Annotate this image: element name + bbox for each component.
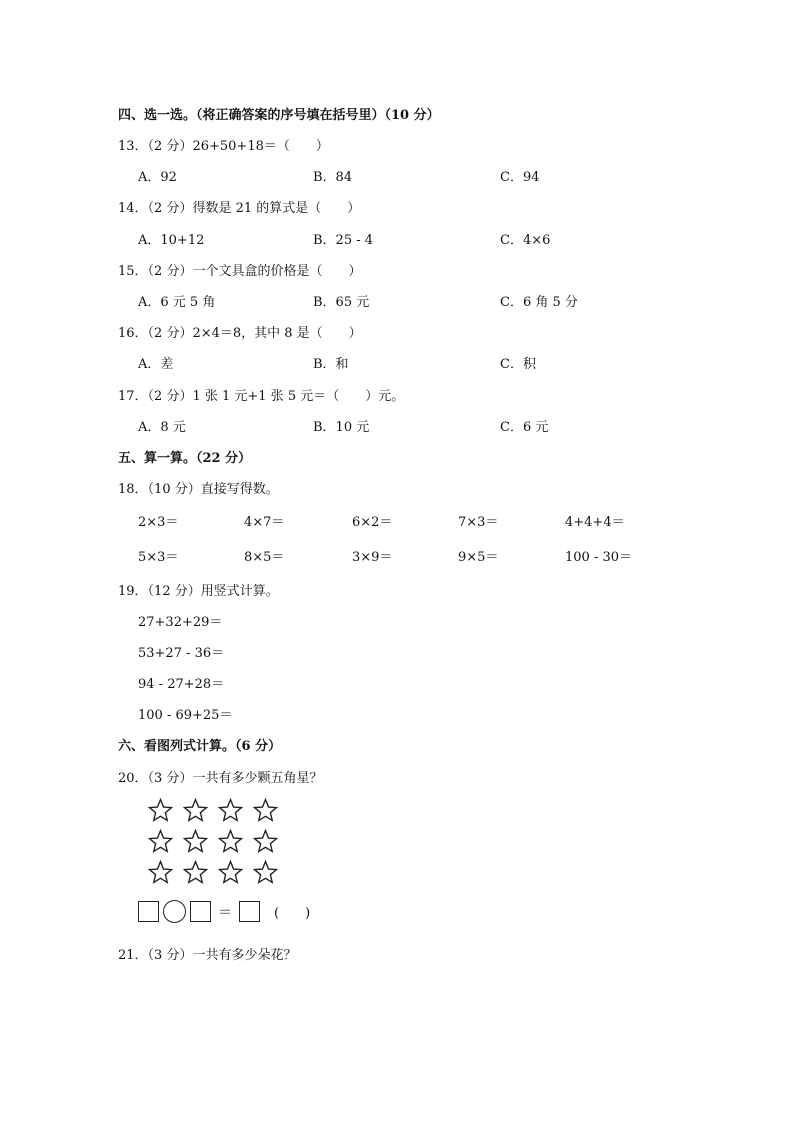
calc-item: 2×3＝ bbox=[138, 515, 179, 530]
calc-item: 100 - 30＝ bbox=[565, 550, 633, 565]
star-row bbox=[148, 860, 278, 885]
star-row bbox=[148, 798, 278, 823]
star-icon bbox=[253, 798, 278, 823]
question-14-stem: 14．（2 分）得数是 21 的算式是（ ） bbox=[118, 201, 361, 216]
vertical-calc-item: 53+27 - 36＝ bbox=[138, 646, 225, 661]
answer-box[interactable] bbox=[138, 901, 159, 922]
section-6-title: 六、看图列式计算。（6 分） bbox=[118, 739, 282, 754]
question-15-option-b: B．65 元 bbox=[313, 295, 370, 310]
star-icon bbox=[183, 829, 208, 854]
star-icon bbox=[183, 860, 208, 885]
star-icon bbox=[148, 860, 173, 885]
question-17-stem: 17．（2 分）1 张 1 元+1 张 5 元＝（ ）元。 bbox=[118, 389, 405, 404]
calc-item: 7×3＝ bbox=[458, 515, 499, 530]
question-15-stem: 15．（2 分）一个文具盒的价格是（ ） bbox=[118, 264, 362, 279]
vertical-calc-item: 27+32+29＝ bbox=[138, 615, 223, 630]
star-icon bbox=[218, 860, 243, 885]
star-icon bbox=[148, 829, 173, 854]
star-icon bbox=[218, 829, 243, 854]
question-16-option-b: B．和 bbox=[313, 357, 349, 372]
star-icon bbox=[148, 798, 173, 823]
question-15-option-c: C．6 角 5 分 bbox=[500, 295, 578, 310]
question-13-option-b: B．84 bbox=[313, 170, 353, 185]
question-17-option-b: B．10 元 bbox=[313, 420, 370, 435]
equals-sign: ＝ bbox=[218, 904, 232, 921]
question-14-option-a: A．10+12 bbox=[138, 233, 205, 248]
question-14-option-b: B．25 - 4 bbox=[313, 233, 374, 248]
question-13-option-c: C．94 bbox=[500, 170, 540, 185]
calc-item: 4+4+4＝ bbox=[565, 515, 625, 530]
calc-item: 5×3＝ bbox=[138, 550, 179, 565]
calc-item: 6×2＝ bbox=[352, 515, 393, 530]
result-box[interactable] bbox=[239, 901, 260, 922]
question-18-stem: 18．（10 分）直接写得数。 bbox=[118, 482, 279, 497]
question-15-option-a: A．6 元 5 角 bbox=[138, 295, 216, 310]
section-4-title: 四、选一选。（将正确答案的序号填在括号里）（10 分） bbox=[118, 108, 440, 123]
calc-item: 3×9＝ bbox=[352, 550, 393, 565]
question-17-option-c: C．6 元 bbox=[500, 420, 549, 435]
question-17-option-a: A．8 元 bbox=[138, 420, 186, 435]
question-14-option-c: C．4×6 bbox=[500, 233, 551, 248]
vertical-calc-item: 94 - 27+28＝ bbox=[138, 677, 225, 692]
question-20-stem: 20．（3 分）一共有多少颗五角星？ bbox=[118, 771, 323, 786]
question-13-stem: 13．（2 分）26+50+18＝（ ） bbox=[118, 139, 329, 154]
star-icon bbox=[253, 829, 278, 854]
question-21-stem: 21．（3 分）一共有多少朵花？ bbox=[118, 948, 297, 963]
answer-box[interactable] bbox=[190, 901, 211, 922]
question-16-option-c: C．积 bbox=[500, 357, 536, 372]
question-16-stem: 16．（2 分）2×4＝8，其中 8 是（ ） bbox=[118, 326, 362, 341]
calc-item: 4×7＝ bbox=[244, 515, 285, 530]
vertical-calc-item: 100 - 69+25＝ bbox=[138, 708, 233, 723]
star-icon bbox=[253, 860, 278, 885]
star-icon bbox=[218, 798, 243, 823]
question-19-stem: 19．（12 分）用竖式计算。 bbox=[118, 584, 279, 599]
star-icon bbox=[183, 798, 208, 823]
calc-item: 9×5＝ bbox=[458, 550, 499, 565]
question-13-option-a: A．92 bbox=[138, 170, 177, 185]
star-row bbox=[148, 829, 278, 854]
section-5-title: 五、算一算。（22 分） bbox=[118, 451, 252, 466]
question-16-option-a: A．差 bbox=[138, 357, 174, 372]
answer-equation-template bbox=[138, 900, 310, 923]
unit-paren[interactable]: ( ) bbox=[274, 906, 311, 921]
operator-circle[interactable] bbox=[163, 900, 186, 923]
calc-item: 8×5＝ bbox=[244, 550, 285, 565]
star-grid bbox=[148, 798, 278, 891]
